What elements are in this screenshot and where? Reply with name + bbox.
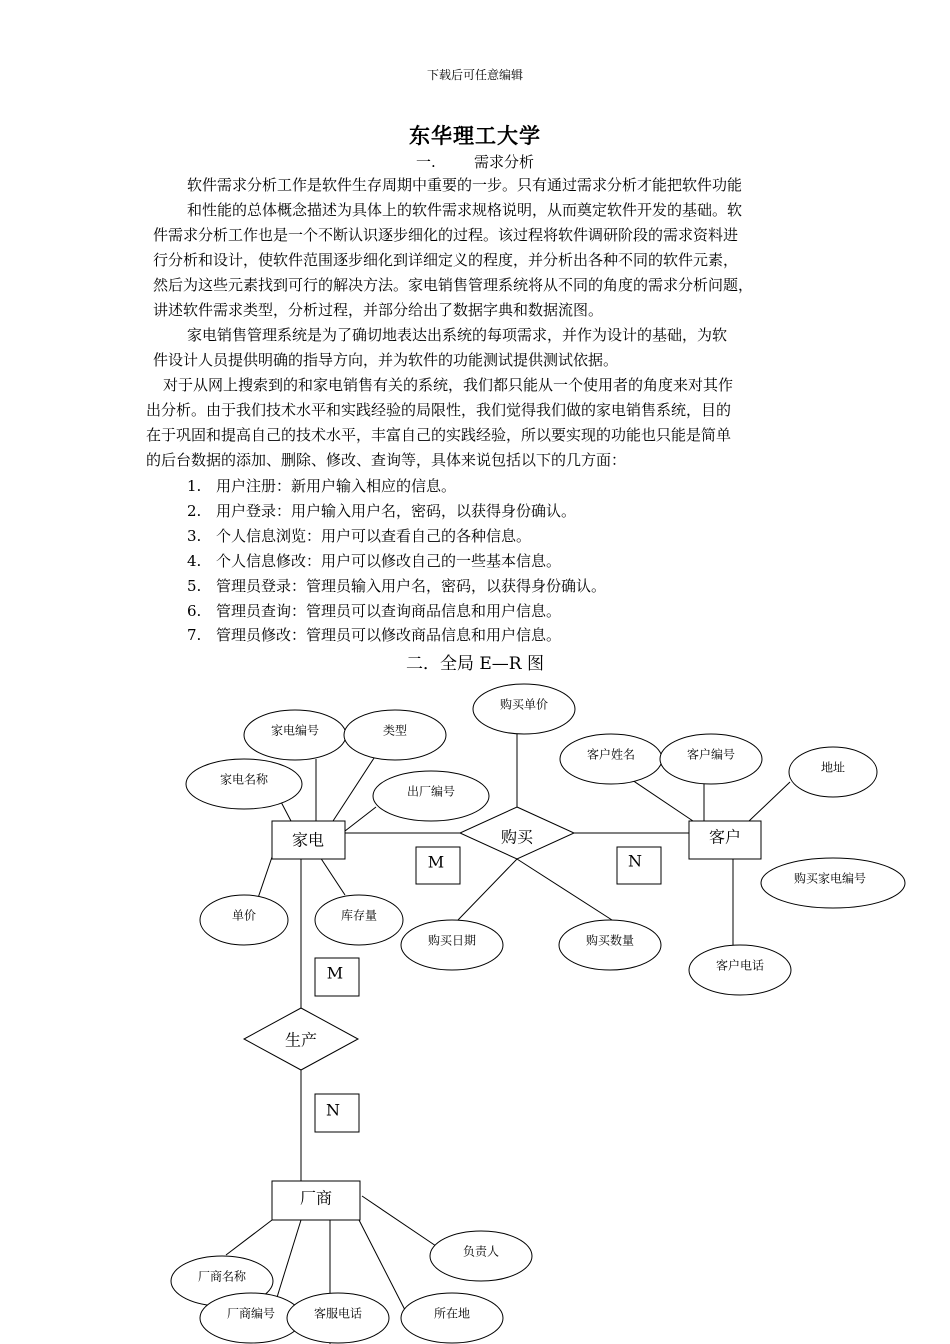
cardinality-box xyxy=(315,1094,359,1132)
cardinality-box xyxy=(617,847,661,884)
attribute-customer-phone xyxy=(689,945,791,995)
relationship-label: 生产 xyxy=(284,1030,318,1050)
cardinality-box xyxy=(315,958,359,996)
list-item-number: 1. xyxy=(187,477,202,495)
list-item-text: 管理员登录：管理员输入用户名，密码，以获得身份确认。 xyxy=(216,577,607,595)
list-item-text: 个人信息浏览：用户可以查看自己的各种信息。 xyxy=(216,527,532,545)
attribute-purchase-qty xyxy=(559,920,661,970)
attribute-label: 单价 xyxy=(231,908,257,923)
list-item xyxy=(187,575,606,596)
paragraph-line: 在于巩固和提高自己的技术水平，丰富自己的实践经验，所以要实现的功能也只能是简单 xyxy=(146,426,732,444)
paragraph-line: 对于从网上搜索到的和家电销售有关的系统，我们都只能从一个使用者的角度来对其作 xyxy=(163,376,734,394)
list-item xyxy=(187,475,456,496)
attribute-unit-price xyxy=(200,895,288,945)
list-item xyxy=(187,500,576,521)
entity-customer xyxy=(689,821,761,859)
attribute-label: 客户姓名 xyxy=(586,747,636,762)
attribute-label: 购买日期 xyxy=(427,933,477,948)
attribute-customer-id xyxy=(660,734,762,784)
relationship-purchase xyxy=(460,807,574,859)
list-item-number: 7. xyxy=(187,626,202,644)
list-item-text: 个人信息修改：用户可以修改自己的一些基本信息。 xyxy=(216,552,562,570)
list-item xyxy=(187,525,531,546)
attribute-label: 客户电话 xyxy=(715,958,765,973)
attribute-label: 库存量 xyxy=(340,908,378,923)
attribute-label: 购买家电编号 xyxy=(793,871,867,886)
attribute-label: 家电名称 xyxy=(219,772,269,787)
attributes xyxy=(171,684,905,1343)
section-heading-er: 二．全局 E—R 图 xyxy=(405,654,545,674)
list-item-text: 用户注册：新用户输入相应的信息。 xyxy=(216,477,457,495)
attribute-label: 厂商编号 xyxy=(226,1306,276,1321)
attribute-address xyxy=(789,747,877,797)
attribute-manager xyxy=(430,1231,532,1281)
list-item-text: 管理员查询：管理员可以查询商品信息和用户信息。 xyxy=(216,602,562,620)
list-item xyxy=(187,550,561,571)
attribute-label: 地址 xyxy=(820,760,846,775)
attribute-stock xyxy=(315,895,403,945)
attribute-service-phone xyxy=(287,1293,389,1343)
attribute-type xyxy=(344,710,446,760)
list-item xyxy=(187,624,561,645)
entity-appliance xyxy=(272,821,345,859)
attribute-label: 家电编号 xyxy=(270,723,320,738)
paragraph-line: 软件需求分析工作是软件生存周期中重要的一步。只有通过需求分析才能把软件功能 xyxy=(187,176,743,194)
list-item xyxy=(187,600,561,621)
cardinality-label: N xyxy=(628,851,642,871)
attribute-appliance-id xyxy=(244,710,346,760)
attribute-label: 客服电话 xyxy=(313,1306,363,1321)
paragraph-line: 和性能的总体概念描述为具体上的软件需求规格说明，从而奠定软件开发的基础。软 xyxy=(187,201,743,219)
cardinality-label: N xyxy=(326,1100,340,1120)
entity-label: 家电 xyxy=(291,830,325,850)
attribute-customer-name xyxy=(560,734,662,784)
list-item-number: 4. xyxy=(187,552,202,570)
attribute-location xyxy=(401,1293,503,1343)
document-title: 东华理工大学 xyxy=(409,123,541,148)
attribute-factory-id xyxy=(373,771,489,821)
header-note: 下载后可任意编辑 xyxy=(426,68,523,82)
attribute-label: 购买单价 xyxy=(499,697,549,712)
paragraph-line: 件需求分析工作也是一个不断认识逐步细化的过程。该过程将软件调研阶段的需求资料进 xyxy=(153,226,739,244)
attribute-appliance-name xyxy=(186,759,302,809)
section-number: 一. xyxy=(415,153,436,171)
attribute-label: 厂商名称 xyxy=(197,1269,247,1284)
section-title: 需求分析 xyxy=(473,153,534,171)
attribute-label: 出厂编号 xyxy=(406,784,456,799)
paragraph-line: 行分析和设计，使软件范围逐步细化到详细定义的程度，并分析出各种不同的软件元素， xyxy=(153,251,739,269)
paragraph-line: 件设计人员提供明确的指导方向，并为软件的功能测试提供测试依据。 xyxy=(153,351,619,369)
er-diagram xyxy=(0,670,950,1344)
list-item-number: 2. xyxy=(187,502,202,520)
entity-label: 厂商 xyxy=(299,1188,333,1208)
relationship-produce xyxy=(244,1008,358,1070)
paragraph-line: 讲述软件需求类型，分析过程，并部分给出了数据字典和数据流图。 xyxy=(153,301,604,319)
paragraph-line: 的后台数据的添加、删除、修改、查询等，具体来说包括以下的几方面： xyxy=(146,451,627,469)
list-item-text: 管理员修改：管理员可以修改商品信息和用户信息。 xyxy=(216,626,562,644)
list-item-number: 5. xyxy=(187,577,202,595)
cardinality-label: M xyxy=(326,963,344,983)
attribute-label: 负责人 xyxy=(462,1244,500,1259)
cardinality-label: M xyxy=(427,852,445,872)
paragraph-line: 家电销售管理系统是为了确切地表达出系统的每项需求，并作为设计的基础，为软 xyxy=(187,326,728,344)
section-heading-requirements xyxy=(0,151,950,172)
entity-label: 客户 xyxy=(708,827,742,847)
attribute-label: 所在地 xyxy=(433,1306,471,1321)
list-item-text: 用户登录：用户输入用户名，密码，以获得身份确认。 xyxy=(216,502,577,520)
attribute-label: 类型 xyxy=(382,723,408,738)
attribute-label: 购买数量 xyxy=(585,933,635,948)
attribute-purchase-date xyxy=(401,920,503,970)
list-item-number: 3. xyxy=(187,527,202,545)
attribute-purchased-appliance-id xyxy=(761,858,905,908)
paragraph-line: 然后为这些元素找到可行的解决方法。家电销售管理系统将从不同的角度的需求分析问题， xyxy=(153,276,754,294)
entity-vendor xyxy=(272,1181,360,1220)
list-item-number: 6. xyxy=(187,602,202,620)
paragraph-line: 出分析。由于我们技术水平和实践经验的局限性，我们觉得我们做的家电销售系统，目的 xyxy=(146,401,732,419)
cardinality-box xyxy=(416,847,460,884)
relationship-label: 购买 xyxy=(500,827,534,847)
attribute-label: 客户编号 xyxy=(686,747,736,762)
attribute-purchase-price xyxy=(473,684,575,734)
